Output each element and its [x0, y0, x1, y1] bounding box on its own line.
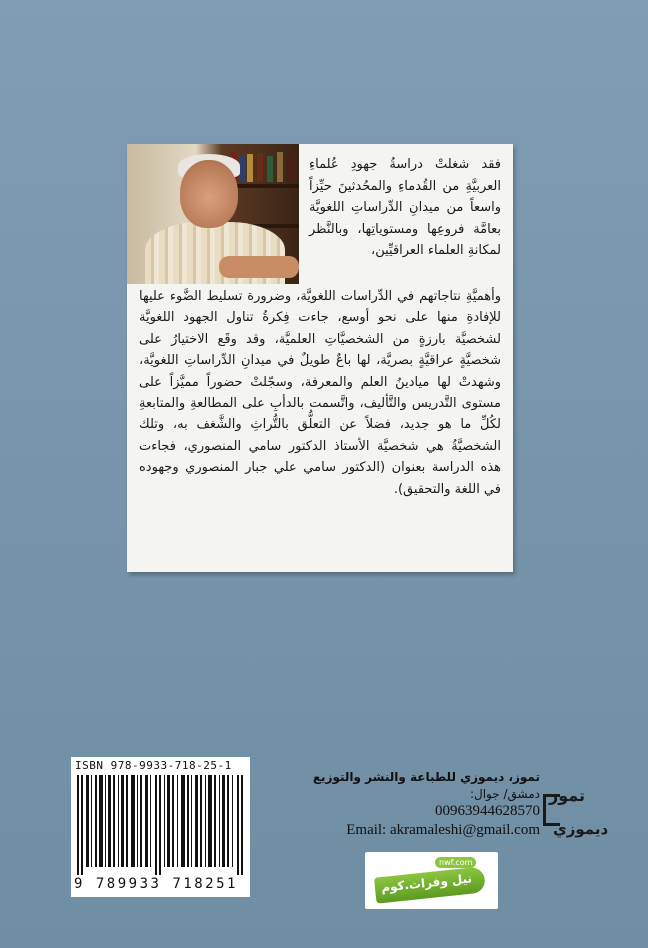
- barcode-bars: [77, 775, 244, 875]
- store-badge: [365, 852, 498, 909]
- description-paragraph: وأهميَّةِ نتاجاتهم في الدِّراسات اللغويَّة، وضرورة تسليط الضَّوء عليها للإفادةِ منها على نحو أوسع، جاءت فِكرةُ تناول الجهود اللغويَّة لشخصيَّة بارزةٍ من الشخصيَّاتِ العلميَّة، وقد وقَع الاختيارُ على شخصيَّةٍ عراقيَّةٍ بصريَّة، لها باعٌ طويلٌ في ميدانِ الدِّراساتِ اللغويَّة، وشهدتْ لها ميادينُ العلم والمعرفة، وسجّلتْ حضوراً مميَّزاً على مستوى التَّدريس والتَّأليف، واتَّسمت بالدأبِ على المطالعةِ والمتابعةِ لكُلِّ ما هو جديد، فضلاً عن التعلُّق بالتُّراثِ والشَّغف به، وتلك الشخصيَّةُ هي شخصيَّة الأستاذ الدكتور سامي المنصوري، فجاءت هذه الدراسة بعنوان (الدكتور سامي علي جبار المنصوري وجهوده في اللغة والتحقيق).: [139, 289, 501, 497]
- publisher-phone: 00963944628570: [435, 803, 540, 819]
- publisher-logo: [543, 780, 611, 844]
- publisher-email: Email: akramaleshi@gmail.com: [346, 822, 540, 838]
- logo-line-2: ديموزي: [553, 820, 609, 838]
- isbn-barcode: [71, 757, 250, 897]
- store-site: nwf.com: [435, 857, 476, 868]
- author-photo: [127, 144, 299, 284]
- isbn-label: ISBN 978-9933-718-25-1: [75, 759, 232, 772]
- publisher-location: دمشق/ جوال:: [469, 787, 540, 801]
- description-panel: [127, 144, 513, 572]
- publisher-info: [270, 770, 540, 839]
- barcode-digits: 9 789933 718251: [74, 876, 238, 892]
- logo-line-1: تموز: [549, 786, 585, 805]
- intro-paragraph: فقد شغلتْ دراسةُ جهودِ عُلماءِ العربيَّةِ من القُدماءِ والمحُدثينَ حيِّزاً واسعاً من ميدانِ الدِّراساتِ اللغويَّة بعامَّة فروعِها ومستوياتِها، وبالنَّظر لمكانةِ العلماء العراقيِّين،: [309, 157, 501, 258]
- publisher-name: تموز، ديموزي للطباعة والنشر والتوزيع: [312, 770, 540, 784]
- store-name: نيل وفرات.كوم: [380, 871, 473, 895]
